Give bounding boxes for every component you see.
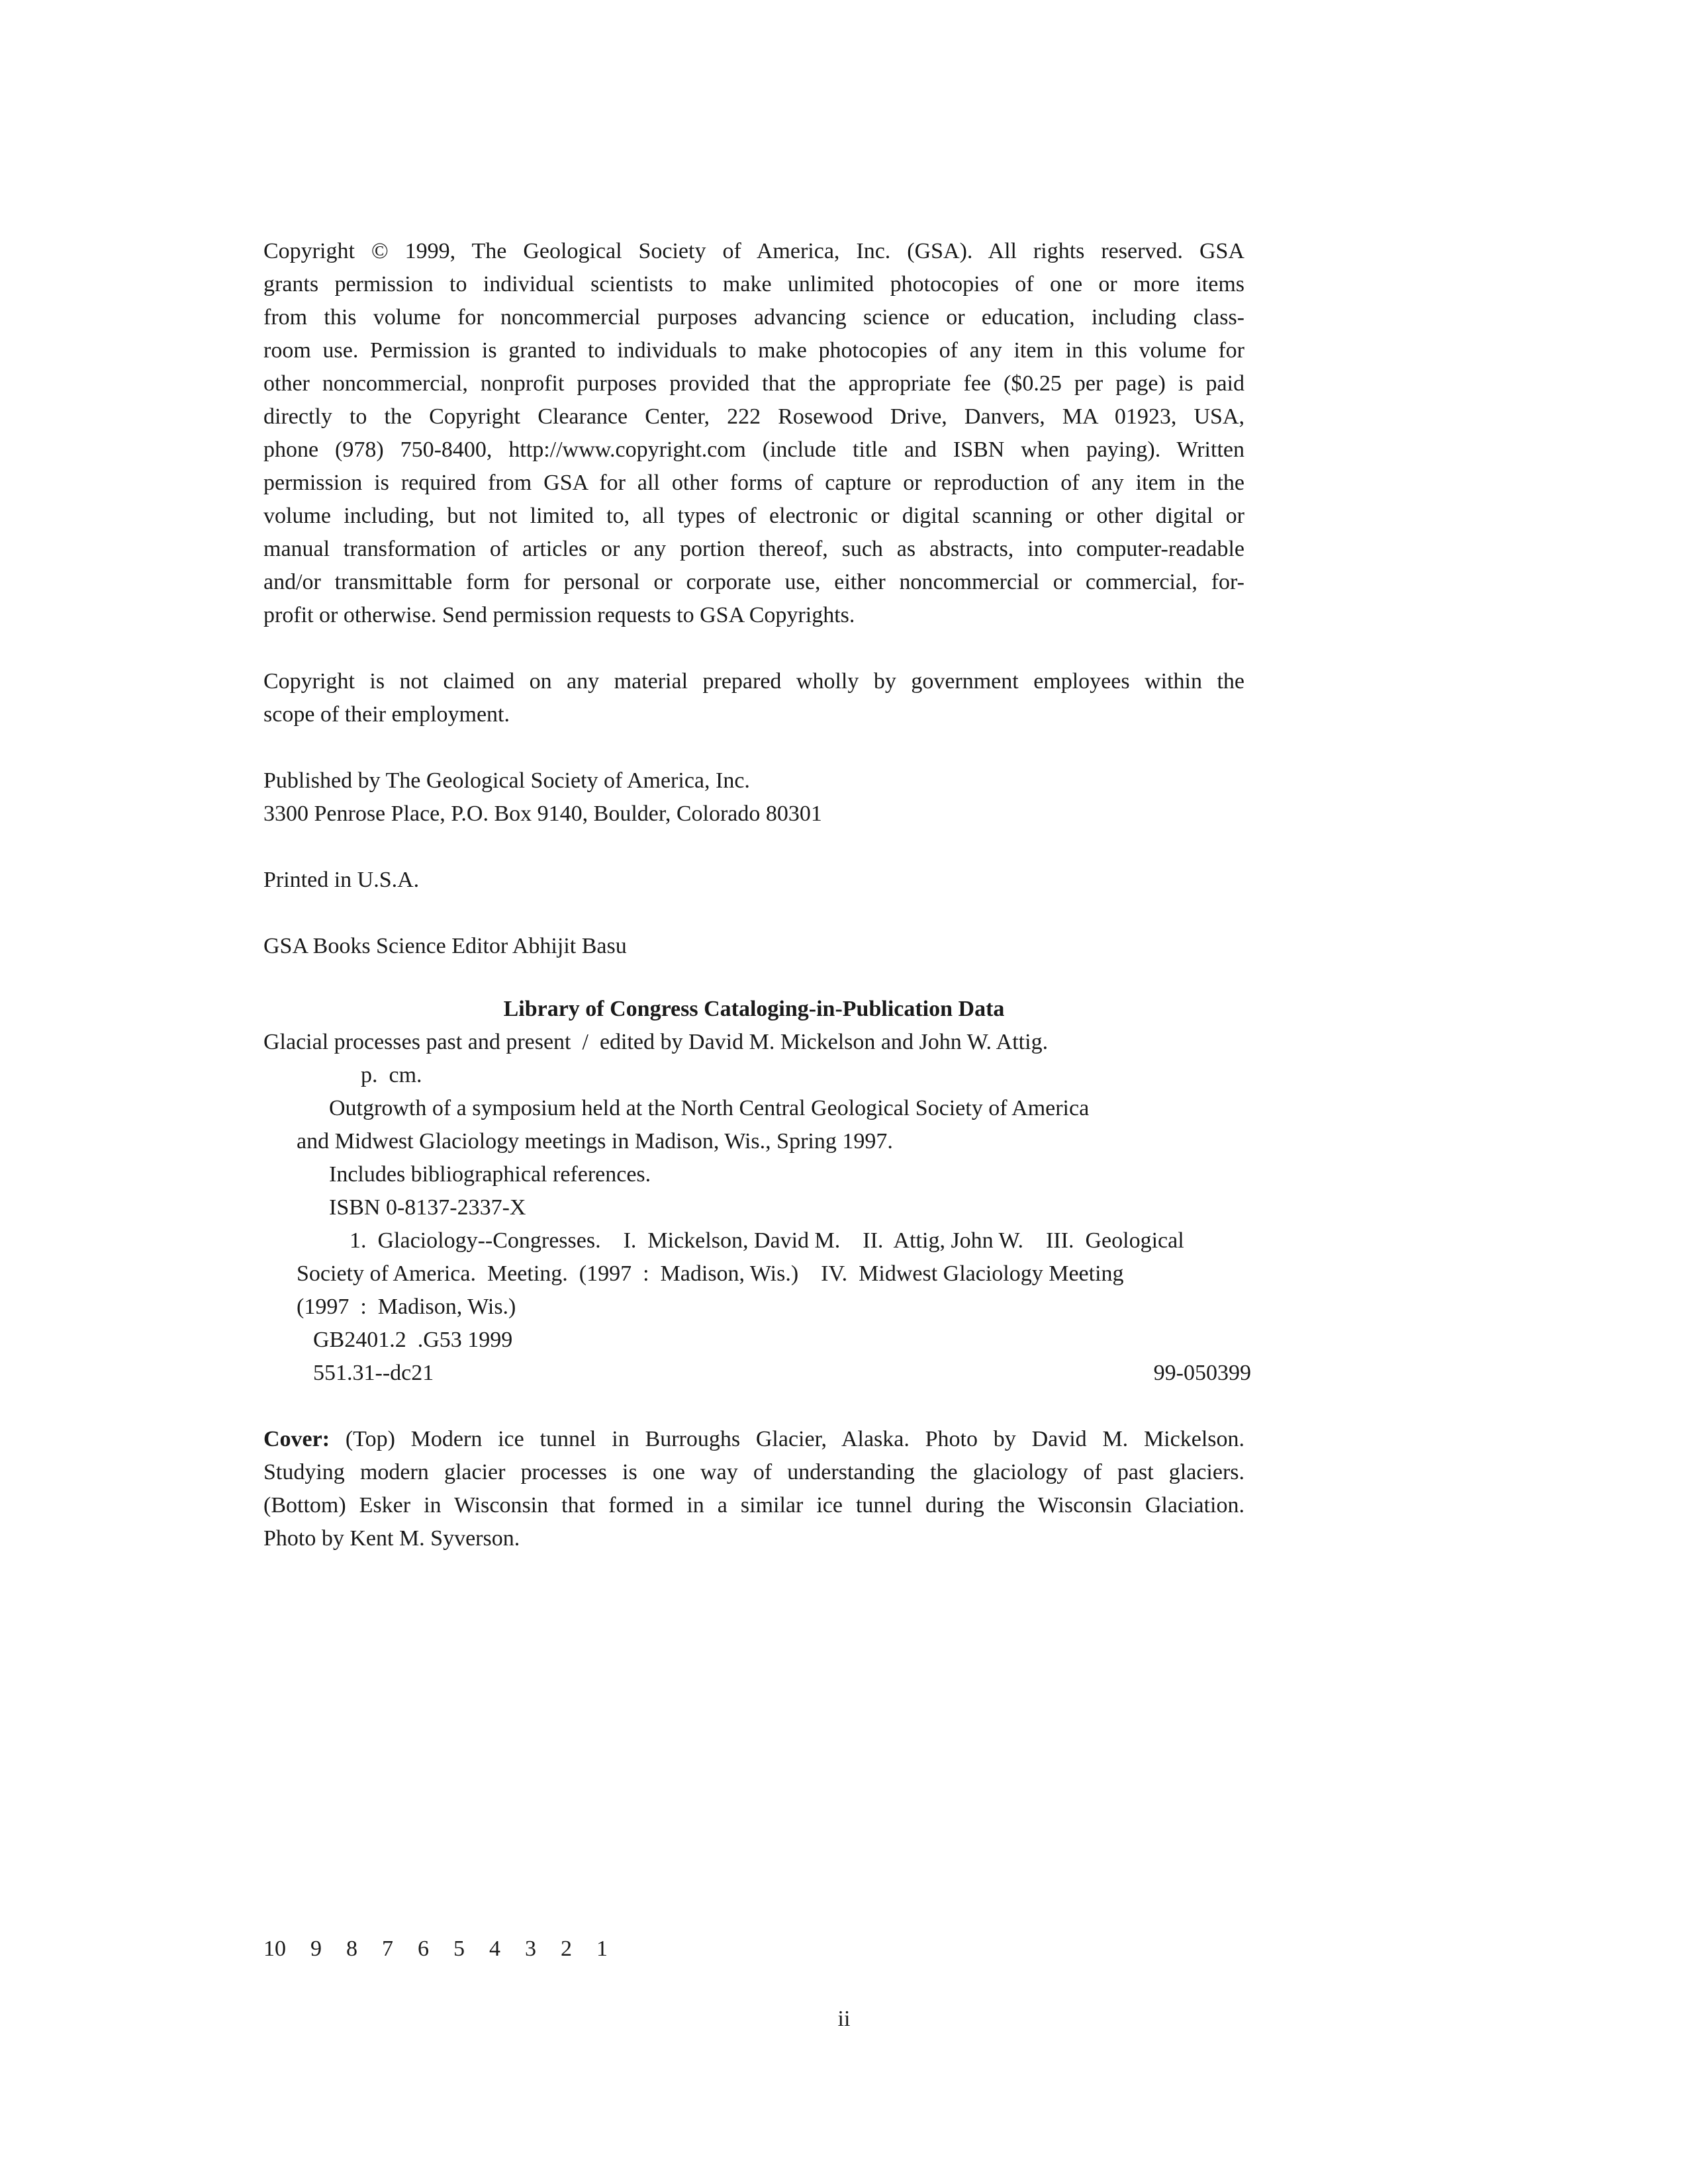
cip-lc-class: GB2401.2 .G53 1999 (313, 1328, 513, 1352)
cover-text: (Top) Modern ice tunnel in Burroughs Glacier, Alaska. Photo by David M. Mickelson. (330, 1427, 1244, 1451)
publisher-name: Published by The Geological Society of America, Inc. (263, 768, 750, 793)
publisher-address: 3300 Penrose Place, P.O. Box 9140, Boulder, Colorado 80301 (263, 801, 822, 826)
cip-lccn: 99-050399 (1153, 1361, 1251, 1385)
cip-bibliography-line: Includes bibliographical references. (329, 1162, 651, 1187)
cip-note-line: Outgrowth of a symposium held at the North Central Geological Society of America (329, 1096, 1090, 1120)
copyright-line: profit or otherwise. Send permission requests to GSA Copyrights. (263, 603, 855, 627)
cover-label: Cover: (263, 1427, 330, 1451)
cip-note-line: and Midwest Glaciology meetings in Madison, Wis., Spring 1997. (297, 1129, 893, 1154)
copyright-line: grants permission to individual scientists to make unlimited photocopies of one or more items (263, 272, 1244, 296)
cip-pages-line: p. cm. (361, 1063, 422, 1087)
cip-isbn-line: ISBN 0-8137-2337-X (329, 1195, 526, 1220)
government-notice-line: Copyright is not claimed on any material prepared wholly by government employees within the (263, 669, 1244, 694)
printing-number-line: 10 9 8 7 6 5 4 3 2 1 (263, 1936, 608, 1961)
copyright-line: other noncommercial, nonprofit purposes provided that the appropriate fee ($0.25 per page) is paid (263, 371, 1244, 396)
government-notice (263, 665, 1244, 731)
cip-dewey: 551.31--dc21 (313, 1361, 434, 1385)
editor-text: GSA Books Science Editor Abhijit Basu (263, 934, 627, 958)
cover-line: (Bottom) Esker in Wisconsin that formed in a similar ice tunnel during the Wisconsin Glaciation. (263, 1493, 1244, 1518)
copyright-line: manual transformation of articles or any portion thereof, such as abstracts, into computer-readable (263, 537, 1244, 561)
printed-in-text: Printed in U.S.A. (263, 868, 420, 892)
copyright-line: and/or transmittable form for personal or corporate use, either noncommercial or commercial, for- (263, 570, 1244, 594)
page-number: ii (837, 2007, 851, 2031)
cover-line: Photo by Kent M. Syverson. (263, 1526, 520, 1551)
cip-subjects-line: (1997 : Madison, Wis.) (297, 1295, 516, 1319)
cip-subjects-line: 1. Glaciology--Congresses. I. Mickelson, David M. II. Attig, John W. III. Geological (350, 1228, 1184, 1253)
cover-line: Studying modern glacier processes is one way of understanding the glaciology of past glaciers. (263, 1460, 1244, 1484)
cip-subjects-line: Society of America. Meeting. (1997 : Madison, Wis.) IV. Midwest Glaciology Meeting (297, 1261, 1124, 1286)
copyright-line: from this volume for noncommercial purposes advancing science or education, including class- (263, 305, 1244, 330)
printed-in (263, 864, 1244, 897)
cip-heading: Library of Congress Cataloging-in-Publication Data (503, 997, 1005, 1021)
cover-line (263, 1423, 1244, 1456)
publisher-info (263, 764, 1244, 831)
copyright-line: directly to the Copyright Clearance Center, 222 Rosewood Drive, Danvers, MA 01923, USA, (263, 404, 1244, 429)
cover-note (263, 1423, 1244, 1555)
copyright-line: Copyright © 1999, The Geological Society of America, Inc. (GSA). All rights reserved. GSA (263, 239, 1244, 263)
copyright-line: phone (978) 750-8400, http://www.copyright.com (include title and ISBN when paying). Written (263, 437, 1244, 462)
copyright-line: volume including, but not limited to, all types of electronic or digital scanning or other digital or (263, 504, 1244, 528)
government-notice-line: scope of their employment. (263, 702, 510, 727)
editor-credit (263, 930, 1244, 963)
cip-title-line: Glacial processes past and present / edited by David M. Mickelson and John W. Attig. (263, 1030, 1049, 1054)
copyright-line: room use. Permission is granted to individuals to make photocopies of any item in this volume for (263, 338, 1244, 363)
copyright-paragraph (263, 235, 1244, 632)
copyright-line: permission is required from GSA for all other forms of capture or reproduction of any item in the (263, 471, 1244, 495)
